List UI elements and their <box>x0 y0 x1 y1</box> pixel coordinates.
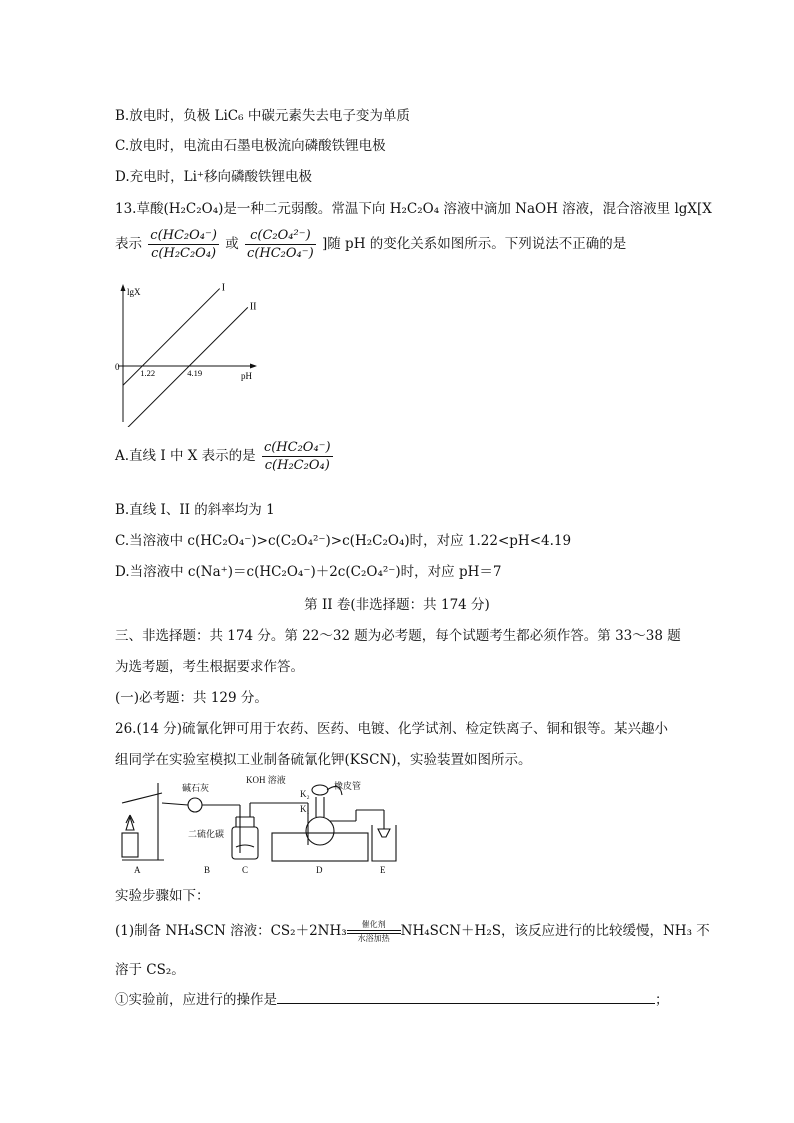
label-c: C <box>242 865 249 875</box>
x-axis-arrow <box>250 364 257 369</box>
q13-stem: 13.草酸(H₂C₂O₄)是一种二元弱酸。常温下向 H₂C₂O₄ 溶液中滴加 NaOH 溶液，混合溶液里 lgX[X <box>115 201 712 217</box>
fraction-numerator: c(HC₂O₄⁻) <box>150 228 217 243</box>
condition-heating: 水浴加热 <box>357 933 390 943</box>
y-axis-label: lgX <box>127 287 141 297</box>
label-koh: KOH 溶液 <box>246 775 286 785</box>
equals-sign <box>347 930 401 934</box>
steps-heading: 实验步骤如下： <box>115 888 210 904</box>
section-intro-cont: 为选考题，考生根据要求作答。 <box>115 659 304 675</box>
label-a: A <box>134 865 141 875</box>
section-title: 第 II 卷(非选择题：共 174 分) <box>304 597 490 613</box>
q13-stem-definition <box>115 228 626 261</box>
lgx-ph-chart <box>112 282 262 427</box>
option-a-fraction <box>262 440 333 473</box>
or-text: 或 <box>225 236 239 252</box>
tick-label-2: 4.19 <box>187 368 203 378</box>
question-1-text: ①实验前，应进行的操作是 <box>115 992 277 1008</box>
section-intro: 三、非选择题：共 174 分。第 22～32 题为必考题，每个试题考生都必须作答。第 33～38 题 <box>115 628 681 644</box>
label-cs2: 二硫化碳 <box>188 829 225 839</box>
option-a-text: A.直线 I 中 X 表示的是 <box>115 448 256 464</box>
series-label-2: II <box>249 301 257 313</box>
required-heading: (一)必考题：共 129 分。 <box>115 690 268 706</box>
fraction-numerator: c(HC₂O₄⁻) <box>263 440 331 455</box>
origin-label: 0 <box>115 362 120 372</box>
fraction-1 <box>148 228 219 261</box>
condition-catalyst: 催化剂 <box>361 919 386 929</box>
label-k2: K₂ <box>300 789 310 799</box>
step-1-cont: 溶于 CS₂。 <box>115 962 185 978</box>
q13-option-c: C.当溶液中 c(HC₂O₄⁻)>c(C₂O₄²⁻)>c(H₂C₂O₄)时，对应 1.22<pH<4.19 <box>115 533 572 549</box>
step-1 <box>115 919 710 943</box>
q12-option-d: D.充电时，Li⁺移向磷酸铁锂电极 <box>115 169 313 185</box>
fraction-denominator: c(H₂C₂O₄) <box>151 246 217 261</box>
reaction-condition <box>347 921 401 943</box>
label-k1: K₁ <box>300 804 310 814</box>
q26-stem: 26.(14 分)硫氰化钾可用于农药、医药、电镀、化学试剂、检定铁离子、铜和银等。某兴趣小 <box>115 721 668 737</box>
series-line-1 <box>123 289 220 386</box>
label-tube: 橡皮管 <box>334 781 362 791</box>
label-e: E <box>380 865 386 875</box>
q12-option-b: B.放电时，负极 LiC₆ 中碳元素失去电子变为单质 <box>115 108 410 124</box>
q12-option-c: C.放电时，电流由石墨电极流向磷酸铁锂电极 <box>115 138 386 154</box>
y-axis-arrow <box>121 284 126 291</box>
semicolon: ； <box>655 992 669 1008</box>
fraction-2 <box>245 228 316 261</box>
label-lime: 碱石灰 <box>182 783 210 793</box>
tick-label-1: 1.22 <box>140 368 156 378</box>
fraction-denominator: c(H₂C₂O₄) <box>264 458 330 473</box>
x-axis-label: pH <box>241 371 252 381</box>
q13-option-b: B.直线 I、II 的斜率均为 1 <box>115 502 275 518</box>
fraction-denominator: c(HC₂O₄⁻) <box>247 246 314 261</box>
label-b: B <box>204 865 211 875</box>
q13-option-a <box>115 440 335 473</box>
label-d: D <box>316 865 323 875</box>
step-1-text-tail: NH₄SCN＋H₂S，该反应进行的比较缓慢，NH₃ 不 <box>400 923 710 939</box>
fraction-numerator: c(C₂O₄²⁻) <box>245 228 316 245</box>
apparatus-diagram <box>112 775 412 875</box>
stem-text: 表示 <box>115 236 142 252</box>
step-1-text: (1)制备 NH₄SCN 溶液：CS₂＋2NH₃ <box>115 923 347 939</box>
q13-option-d: D.当溶液中 c(Na⁺)＝c(HC₂O₄⁻)＋2c(C₂O₄²⁻)时，对应 pH＝7 <box>115 564 502 580</box>
series-label-1: I <box>221 282 226 294</box>
stem-text-tail: ]随 pH 的变化关系如图所示。下列说法不正确的是 <box>322 236 627 252</box>
question-1 <box>115 988 669 1008</box>
q26-stem-cont: 组同学在实验室模拟工业制备硫氰化钾(KSCN)，实验装置如图所示。 <box>115 752 532 768</box>
answer-blank[interactable] <box>277 991 655 1004</box>
